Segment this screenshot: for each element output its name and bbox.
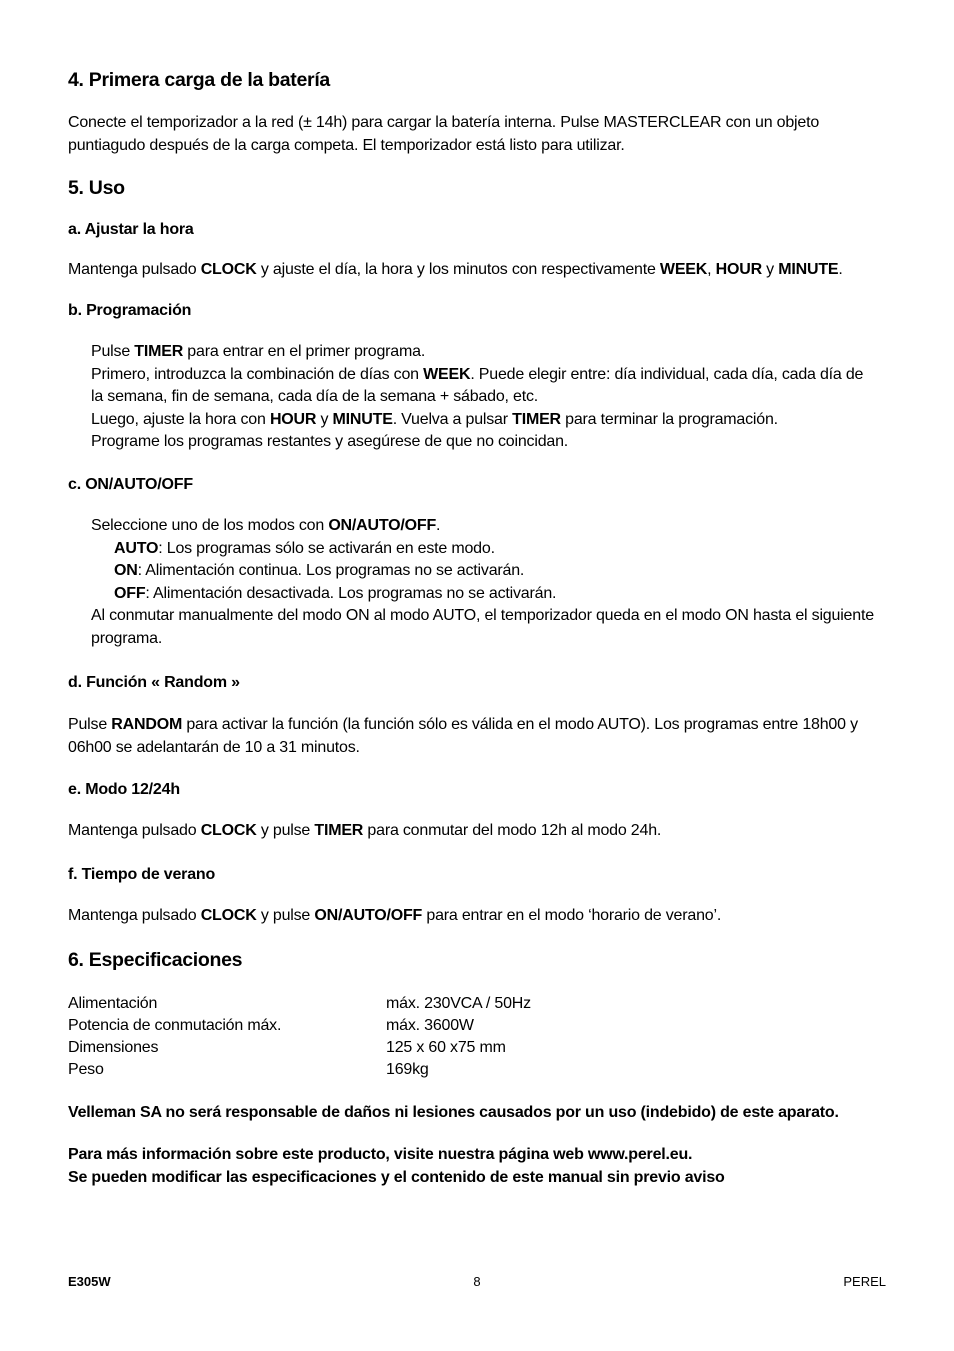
key-hour: HOUR bbox=[715, 261, 762, 278]
text: Mantenga pulsado bbox=[68, 907, 201, 924]
spec-label: Peso bbox=[68, 1061, 104, 1078]
text: y bbox=[316, 410, 333, 428]
mode-auto-label: AUTO bbox=[114, 539, 159, 557]
text: Primero, introduzca la combinación de días con bbox=[91, 365, 424, 383]
subsection-a-text bbox=[68, 259, 890, 282]
text: . bbox=[436, 517, 441, 534]
spec-value: 169kg bbox=[386, 1061, 429, 1078]
key-minute: MINUTE bbox=[332, 410, 393, 428]
footer-brand: PEREL bbox=[843, 1274, 886, 1289]
subsection-d-text bbox=[68, 714, 890, 759]
b-line-2 bbox=[91, 364, 890, 387]
info-note-line-1: Para más información sobre este producto, visite nuestra página web www.perel.eu. bbox=[68, 1146, 693, 1163]
key-clock: CLOCK bbox=[200, 261, 257, 278]
subsection-d-title: d. Función « Random » bbox=[68, 674, 240, 691]
subsection-e-text bbox=[68, 820, 890, 843]
d-line-1 bbox=[68, 714, 890, 737]
subsection-b-title: b. Programación bbox=[68, 302, 192, 319]
mode-on-label: ON bbox=[114, 562, 138, 579]
c-mode-auto bbox=[91, 538, 890, 561]
subsection-f-text bbox=[68, 905, 890, 928]
liability-note: Velleman SA no será responsable de daños ni lesiones causados por un uso (indebido) de este aparato. bbox=[68, 1104, 839, 1121]
text: para activar la función (la función sólo es válida en el modo AUTO). Los programas entre 18h00 y bbox=[182, 716, 858, 733]
text: para entrar en el primer programa. bbox=[183, 343, 426, 360]
text: . Puede elegir entre: día individual, cada día, cada día de bbox=[470, 365, 864, 383]
section-5-title: 5. Uso bbox=[68, 177, 125, 199]
text: Mantenga pulsado bbox=[68, 822, 201, 839]
spec-value: máx. 3600W bbox=[386, 1017, 474, 1034]
subsection-c-title: c. ON/AUTO/OFF bbox=[68, 476, 193, 493]
key-timer: TIMER bbox=[512, 410, 561, 428]
info-note-line-2: Se pueden modificar las especificaciones y el contenido de este manual sin previo aviso bbox=[68, 1168, 725, 1186]
text: Pulse bbox=[68, 716, 112, 733]
spec-label: Dimensiones bbox=[68, 1039, 159, 1056]
key-random: RANDOM bbox=[111, 716, 183, 733]
key-clock: CLOCK bbox=[200, 822, 257, 839]
footer-page-number: 8 bbox=[473, 1274, 481, 1289]
mode-off-label: OFF bbox=[114, 584, 146, 602]
c-line-5: Al conmutar manualmente del modo ON al modo AUTO, el temporizador queda en el modo ON hasta el siguiente bbox=[91, 607, 874, 624]
spec-label: Alimentación bbox=[68, 995, 158, 1012]
section-4-line-2: puntiagudo después de la carga competa. El temporizador está listo para utilizar. bbox=[68, 136, 625, 154]
text: para terminar la programación. bbox=[560, 410, 778, 428]
section-4-title: 4. Primera carga de la batería bbox=[68, 69, 330, 91]
spec-value: máx. 230VCA / 50Hz bbox=[386, 995, 531, 1012]
key-week: WEEK bbox=[423, 365, 471, 383]
c-line-6: programa. bbox=[91, 629, 163, 647]
spec-value: 125 x 60 x75 mm bbox=[386, 1039, 506, 1056]
key-timer: TIMER bbox=[314, 822, 364, 839]
b-line-4 bbox=[91, 409, 890, 432]
text: para entrar en el modo ‘horario de verano’. bbox=[422, 907, 722, 924]
subsection-a-title: a. Ajustar la hora bbox=[68, 221, 194, 238]
b-line-3: la semana, fin de semana, cada día de la semana + sábado, etc. bbox=[91, 388, 539, 405]
d-line-2: 06h00 se adelantarán de 10 a 31 minutos. bbox=[68, 738, 360, 756]
section-4-text bbox=[68, 112, 890, 157]
key-minute: MINUTE bbox=[778, 261, 839, 278]
spec-label: Potencia de conmutación máx. bbox=[68, 1017, 282, 1034]
text: : Alimentación desactivada. Los programas no se activarán. bbox=[145, 584, 557, 602]
text: . Vuelva a pulsar bbox=[392, 410, 513, 428]
section-6-title: 6. Especificaciones bbox=[68, 949, 243, 971]
key-on-auto-off: ON/AUTO/OFF bbox=[328, 517, 437, 534]
text: para conmutar del modo 12h al modo 24h. bbox=[363, 822, 662, 839]
text: : Alimentación continua. Los programas no se activarán. bbox=[137, 562, 525, 579]
key-hour: HOUR bbox=[269, 410, 317, 428]
text: Mantenga pulsado bbox=[68, 261, 201, 278]
text: y bbox=[761, 261, 779, 278]
c-line-1 bbox=[91, 515, 890, 538]
subsection-c-text bbox=[68, 515, 890, 650]
key-clock: CLOCK bbox=[200, 907, 257, 924]
subsection-b-text bbox=[68, 341, 890, 454]
spec-table bbox=[68, 993, 890, 1083]
b-line-5: Programe los programas restantes y asegúrese de que no coincidan. bbox=[91, 433, 569, 450]
text: , bbox=[707, 261, 716, 278]
text: Pulse bbox=[91, 343, 135, 360]
info-note bbox=[68, 1144, 890, 1189]
text: . bbox=[838, 261, 843, 278]
text: y pulse bbox=[256, 907, 315, 924]
key-week: WEEK bbox=[659, 261, 708, 278]
c-mode-off bbox=[91, 583, 890, 606]
key-timer: TIMER bbox=[134, 343, 184, 360]
text: Luego, ajuste la hora con bbox=[91, 410, 270, 428]
text: y pulse bbox=[256, 822, 315, 839]
key-on-auto-off: ON/AUTO/OFF bbox=[314, 907, 423, 924]
text: : Los programas sólo se activarán en este modo. bbox=[158, 539, 495, 557]
footer-model: E305W bbox=[68, 1274, 111, 1289]
subsection-f-title: f. Tiempo de verano bbox=[68, 866, 216, 883]
c-mode-on bbox=[91, 560, 890, 583]
text: Seleccione uno de los modos con bbox=[91, 517, 329, 534]
text: y ajuste el día, la hora y los minutos con respectivamente bbox=[256, 261, 660, 278]
section-4-line-1: Conecte el temporizador a la red (± 14h) para cargar la batería interna. Pulse MASTERCLEAR con un objeto bbox=[68, 114, 820, 131]
b-line-1 bbox=[91, 341, 890, 364]
subsection-e-title: e. Modo 12/24h bbox=[68, 781, 180, 798]
